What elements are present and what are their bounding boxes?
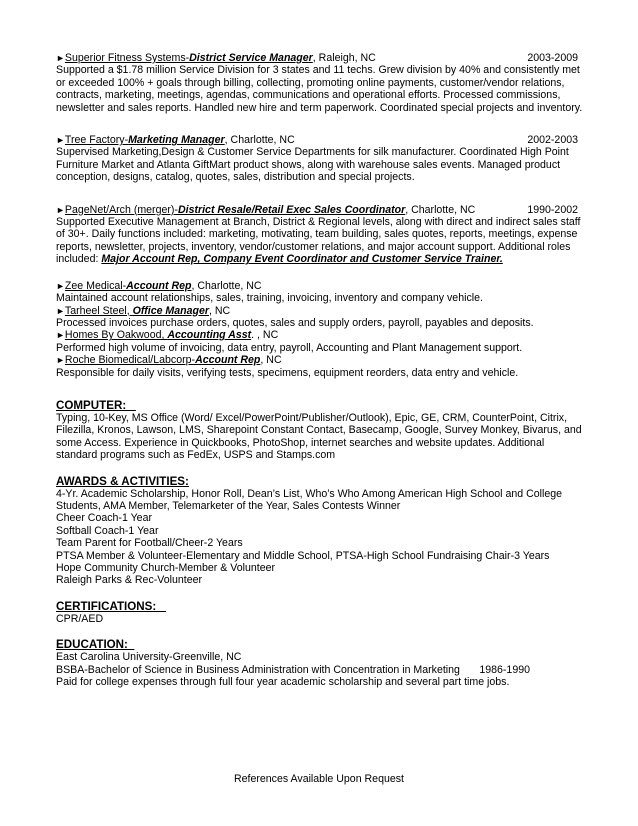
computer-skills: Typing, 10-Key, MS Office (Word/ Excel/PowerPoint/Publisher/Outlook), Epic, GE, CRM, CounterPoint, Citrix, Filezilla, Kronos, Lawson, LMS, Sharepoint Constant Contact, Basecamp, Google, Survey Monkey, Bivarus, and some Access. Experience in Quickbooks, PhotoShop, internet searches and website updates. Additional standard programs such as FedEx, USPS and Stamps.com: [56, 411, 582, 462]
section-title: CERTIFICATIONS:: [56, 599, 166, 613]
education-dates: 1986-1990: [479, 663, 530, 676]
bullet-arrow-icon: ►: [56, 53, 65, 63]
job-title: District Resale/Retail Exec Sales Coordinator: [177, 203, 406, 216]
bullet-arrow-icon: ►: [56, 135, 65, 146]
company-name: Tarheel Steel,: [64, 304, 133, 317]
awards-section: [56, 475, 584, 587]
job-entry: [56, 329, 584, 354]
bullet-arrow-icon: ►: [56, 280, 65, 291]
education-note: Paid for college expenses through full four year academic scholarship and several part time jobs.: [56, 676, 510, 689]
job-header: [56, 52, 584, 64]
company-name: Zee Medical-: [64, 279, 127, 292]
section-title: AWARDS & ACTIVITIES:: [56, 474, 189, 488]
job-entry: [56, 280, 584, 305]
job-entry: [56, 52, 584, 114]
education-section: [56, 638, 584, 688]
job-heading: [56, 52, 376, 64]
job-location: , Charlotte, NC: [224, 134, 295, 147]
job-heading: [56, 354, 584, 366]
award-line: PTSA Member & Volunteer-Elementary and Middle School, PTSA-High School Fundraising Chair-3 Years: [56, 549, 550, 562]
job-entry: [56, 305, 584, 330]
footer-references: References Available Upon Request: [233, 773, 404, 785]
job-heading: [56, 280, 584, 292]
company-name: Homes By Oakwood,: [64, 329, 168, 342]
job-description: Supported a $1.78 million Service Division for 3 states and 11 techs. Grew division by 40% and consistently met or exceeded 100% + goals through billing, collecting, promoting online payments, customer/vendor relations, contracts, marketing, meetings, agendas, communications and operational efforts. Processed commissions, newsletter and sales reports. Handled new hire and term paperwork. Coordinated special projects and inventory.: [56, 64, 583, 114]
job-entry: [56, 134, 584, 184]
bullet-arrow-icon: ►: [56, 204, 65, 215]
computer-section: [56, 399, 584, 462]
company-name: Superior Fitness Systems-: [64, 52, 190, 64]
job-dates: 2002-2003: [527, 134, 578, 147]
award-line: Team Parent for Football/Cheer-2 Years: [56, 537, 243, 550]
job-description: [56, 216, 584, 266]
job-title: Office Manager: [132, 304, 209, 317]
job-header: [56, 204, 584, 216]
job-heading: [56, 134, 295, 146]
company-name: Tree Factory-: [64, 134, 129, 147]
education-degree-row: [56, 664, 584, 676]
job-location: , NC: [260, 354, 282, 367]
job-location: , Charlotte, NC: [405, 203, 476, 216]
section-title: EDUCATION:: [56, 638, 135, 652]
resume-page: [56, 52, 584, 688]
job-heading: [56, 329, 584, 341]
bullet-arrow-icon: ►: [56, 355, 65, 366]
job-description: Maintained account relationships, sales, training, invoicing, inventory and company vehicle.: [56, 292, 483, 305]
award-line: Softball Coach-1 Year: [56, 524, 159, 537]
job-location: , NC: [209, 304, 231, 317]
job-entry: [56, 204, 584, 266]
bullet-arrow-icon: ►: [56, 330, 65, 341]
certifications-section: [56, 600, 584, 625]
job-dates: 2003-2009: [527, 52, 578, 64]
award-line: 4-Yr. Academic Scholarship, Honor Roll, Dean’s List, Who’s Who Among American High School and College Students, AMA Member, Telemarketer of the Year, Sales Contests Winner: [56, 487, 563, 512]
job-title: Account Rep: [126, 279, 192, 292]
job-title: Marketing Manager: [128, 134, 225, 147]
job-description: Processed invoices purchase orders, quotes, sales and supply orders, payroll, payables and deposits.: [56, 316, 534, 329]
bullet-arrow-icon: ►: [56, 305, 65, 316]
job-dates: 1990-2002: [527, 203, 578, 216]
job-heading: [56, 204, 475, 216]
job-entry: [56, 354, 584, 379]
award-line: Cheer Coach-1 Year: [56, 512, 152, 525]
job-description-text: Supported Executive Management at Branch, District & Regional levels, along with direct and indirect sales staff of 30+. Daily functions included: marketing, motivating, team building, sales quotes, reports, meetings, expense reports, newsletter, projects, inventory, vendor/customer relations, and major account support. Additional roles included:: [56, 216, 581, 266]
company-name: PageNet/Arch (merger)-: [64, 203, 178, 216]
company-name: Roche Biomedical/Labcorp-: [64, 354, 196, 367]
job-location: , Raleigh, NC: [312, 52, 376, 64]
education-school: East Carolina University-Greenville, NC: [56, 651, 242, 664]
job-description: Performed high volume of invoicing, data entry, payroll, Accounting and Plant Management support.: [56, 341, 523, 354]
job-title: Account Rep: [195, 354, 261, 367]
award-line: Raleigh Parks & Rec-Volunteer: [56, 574, 203, 587]
job-title: District Service Manager: [189, 52, 313, 64]
job-description: Responsible for daily visits, verifying tests, specimens, equipment reorders, data entry and vehicle.: [56, 366, 519, 379]
job-location: , Charlotte, NC: [191, 279, 262, 292]
additional-roles: Major Account Rep, Company Event Coordinator and Customer Service Trainer.: [101, 253, 503, 266]
job-heading: [56, 305, 584, 317]
award-line: Hope Community Church-Member & Volunteer: [56, 562, 276, 574]
job-header: [56, 134, 584, 146]
section-title: COMPUTER:: [56, 398, 136, 412]
job-description: Supervised Marketing,Design & Customer Service Departments for silk manufacturer. Coordinated High Point Furniture Market and Atlanta GiftMart product shows, along with warehouse sales events. Managed product conception, designs, catalog, quotes, sales, distribution and special projects.: [56, 146, 569, 184]
certification-item: CPR/AED: [56, 612, 104, 625]
job-location: . , NC: [251, 329, 279, 342]
job-title: Accounting Asst: [167, 329, 252, 342]
education-degree: BSBA-Bachelor of Science in Business Administration with Concentration in Marketing: [56, 663, 460, 676]
